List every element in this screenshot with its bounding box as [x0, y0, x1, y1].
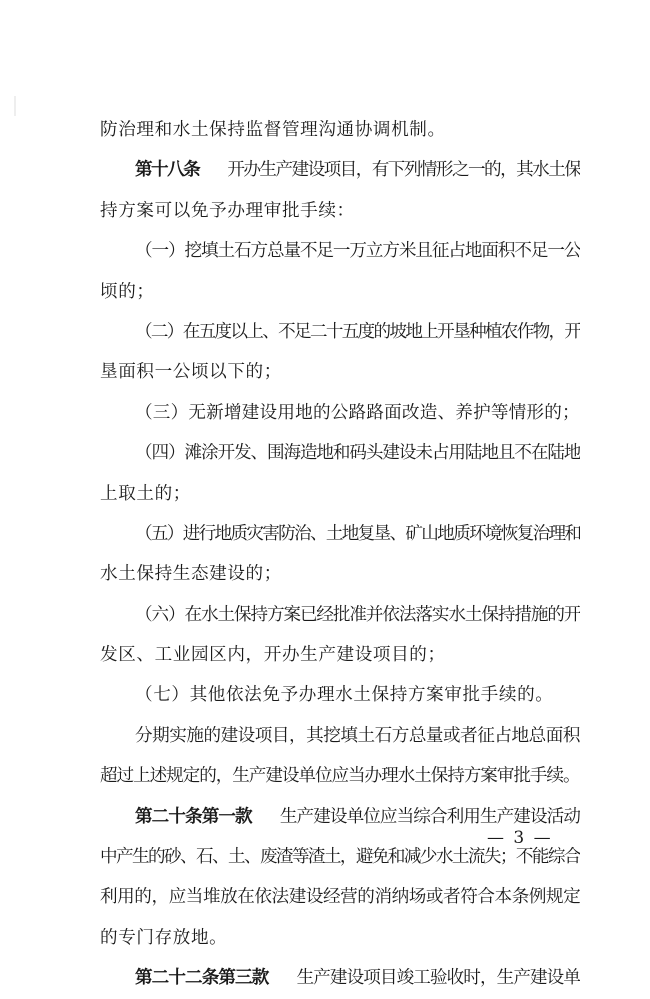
line-text: 超过上述规定的，生产建设单位应当办理水土保持方案审批手续。 — [100, 766, 580, 787]
text-line — [100, 635, 580, 675]
article-heading: 第十八条 — [135, 159, 200, 181]
text-line — [100, 272, 580, 312]
line-text: 的专门存放地。 — [100, 927, 228, 948]
line-text: 顷的； — [100, 281, 155, 302]
line-text: （一）挖填土石方总量不足一万立方米且征占地面积不足一公 — [135, 241, 580, 262]
line-text: （三）无新增建设用地的公路路面改造、养护等情形的； — [135, 402, 580, 423]
text-line — [100, 231, 580, 271]
text-line — [100, 918, 580, 958]
page-number: — 3 — — [487, 828, 553, 848]
text-line — [100, 191, 580, 231]
line-text: 分期实施的建设项目，其挖填土石方总量或者征占地总面积 — [135, 725, 580, 746]
line-text: 开办生产建设项目，有下列情形之一的，其水土保 — [227, 160, 580, 181]
line-text: （六）在水土保持方案已经批准并依法落实水土保持措施的开 — [135, 604, 580, 625]
line-text: 垦面积一公顷以下的； — [100, 362, 282, 383]
body-text — [100, 110, 580, 999]
article-heading: 第二十二条第三款 — [135, 967, 269, 989]
line-text: （七）其他依法免予办理水土保持方案审批手续的。 — [135, 685, 554, 706]
article-heading: 第二十条第一款 — [135, 805, 252, 827]
line-text: （五）进行地质灾害防治、土地复垦、矿山地质环境恢复治理和 — [135, 523, 580, 544]
text-line — [100, 595, 580, 635]
text-line — [100, 110, 580, 150]
line-text: 防治理和水土保持监督管理沟通协调机制。 — [100, 120, 446, 140]
line-text: 利用的，应当堆放在依法建设经营的消纳场或者符合本条例规定 — [100, 887, 580, 908]
line-text: （四）滩涂开发、围海造地和码头建设未占用陆地且不在陆地 — [135, 443, 580, 464]
text-line — [100, 312, 580, 352]
text-line — [100, 393, 580, 433]
text-line — [100, 474, 580, 514]
text-line — [100, 958, 580, 998]
text-line — [100, 756, 580, 796]
text-line — [100, 352, 580, 392]
line-text: 水土保持生态建设的； — [100, 564, 282, 585]
line-text: 持方案可以免予办理审批手续： — [100, 200, 355, 221]
text-line — [100, 675, 580, 715]
text-line — [100, 514, 580, 554]
line-text: 生产建设项目竣工验收时，生产建设单 — [296, 968, 580, 989]
text-line — [100, 150, 580, 190]
line-text: 发区、工业园区内，开办生产建设项目的； — [100, 645, 446, 666]
line-text: 生产建设单位应当综合利用生产建设活动 — [279, 806, 580, 827]
line-text: 上取土的； — [100, 483, 191, 504]
margin-mark — [14, 96, 16, 116]
line-text: 中产生的砂、石、土、废渣等渣土，避免和减少水土流失；不能综合 — [100, 847, 580, 868]
text-line — [100, 554, 580, 594]
text-line — [100, 877, 580, 917]
text-line — [100, 716, 580, 756]
line-text: （二）在五度以上、不足二十五度的坡地上开垦种植农作物，开 — [135, 321, 580, 342]
text-line — [100, 433, 580, 473]
